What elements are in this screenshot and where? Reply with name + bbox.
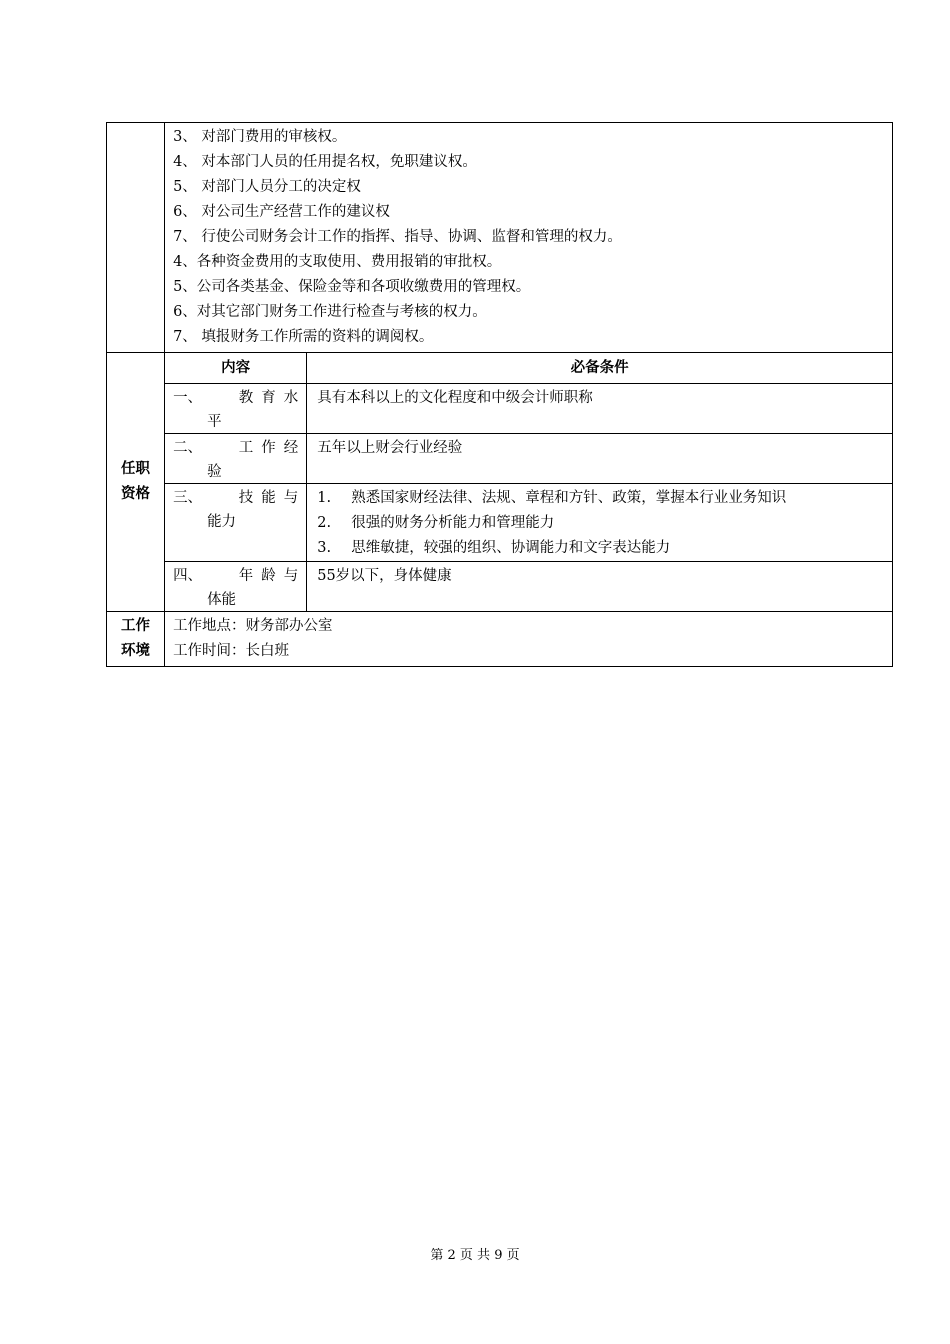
item-education: 一、 教育水 平 bbox=[165, 384, 307, 434]
skill-item: 3. 思维敏捷，较强的组织、协调能力和文字表达能力 bbox=[317, 540, 671, 556]
qualification-side-label: 任职 资格 bbox=[107, 353, 165, 612]
item-age: 四、 年龄与 体能 bbox=[165, 562, 307, 612]
environment-row bbox=[107, 612, 893, 667]
qualification-row-skills bbox=[107, 484, 893, 562]
skill-item: 1. 熟悉国家财经法律、法规、章程和方针、政策，掌握本行业业务知识 bbox=[317, 490, 787, 506]
header-content: 内容 bbox=[165, 353, 307, 384]
qualification-row-age bbox=[107, 562, 893, 612]
authority-item: 4、各种资金费用的支取使用、费用报销的审批权。 bbox=[173, 254, 502, 270]
authority-item: 4、 对本部门人员的任用提名权，免职建议权。 bbox=[173, 154, 477, 170]
page-number: 第 2 页 共 9 页 bbox=[430, 1248, 520, 1263]
authority-item: 6、 对公司生产经营工作的建议权 bbox=[173, 204, 390, 220]
item-experience: 二、 工作经 验 bbox=[165, 434, 307, 484]
condition-skills bbox=[307, 484, 893, 562]
authority-item: 5、公司各类基金、保险金等和各项收缴费用的管理权。 bbox=[173, 279, 531, 295]
environment-side-label: 工作 环境 bbox=[107, 612, 165, 667]
authority-item: 7、 填报财务工作所需的资料的调阅权。 bbox=[173, 329, 434, 345]
job-description-table bbox=[106, 122, 893, 667]
qualification-row-experience bbox=[107, 434, 893, 484]
header-condition: 必备条件 bbox=[307, 353, 893, 384]
skill-list bbox=[317, 486, 884, 561]
work-location: 工作地点：财务部办公室 bbox=[173, 618, 333, 634]
item-skills: 三、 技能与 能力 bbox=[165, 484, 307, 562]
authority-list bbox=[165, 123, 893, 353]
work-time: 工作时间：长白班 bbox=[173, 643, 290, 659]
authority-side-cell bbox=[107, 123, 165, 353]
authority-item: 7、 行使公司财务会计工作的指挥、指导、协调、监督和管理的权力。 bbox=[173, 229, 622, 245]
authority-item: 6、对其它部门财务工作进行检查与考核的权力。 bbox=[173, 304, 487, 320]
skill-item: 2. 很强的财务分析能力和管理能力 bbox=[317, 515, 555, 531]
condition-age: 55岁以下，身体健康 bbox=[307, 562, 893, 612]
qualification-header-row bbox=[107, 353, 893, 384]
condition-experience: 五年以上财会行业经验 bbox=[307, 434, 893, 484]
authority-item: 5、 对部门人员分工的决定权 bbox=[173, 179, 361, 195]
authority-item: 3、 对部门费用的审核权。 bbox=[173, 129, 347, 145]
qualification-row-education bbox=[107, 384, 893, 434]
environment-details bbox=[165, 612, 893, 667]
authority-row bbox=[107, 123, 893, 353]
condition-education: 具有本科以上的文化程度和中级会计师职称 bbox=[307, 384, 893, 434]
